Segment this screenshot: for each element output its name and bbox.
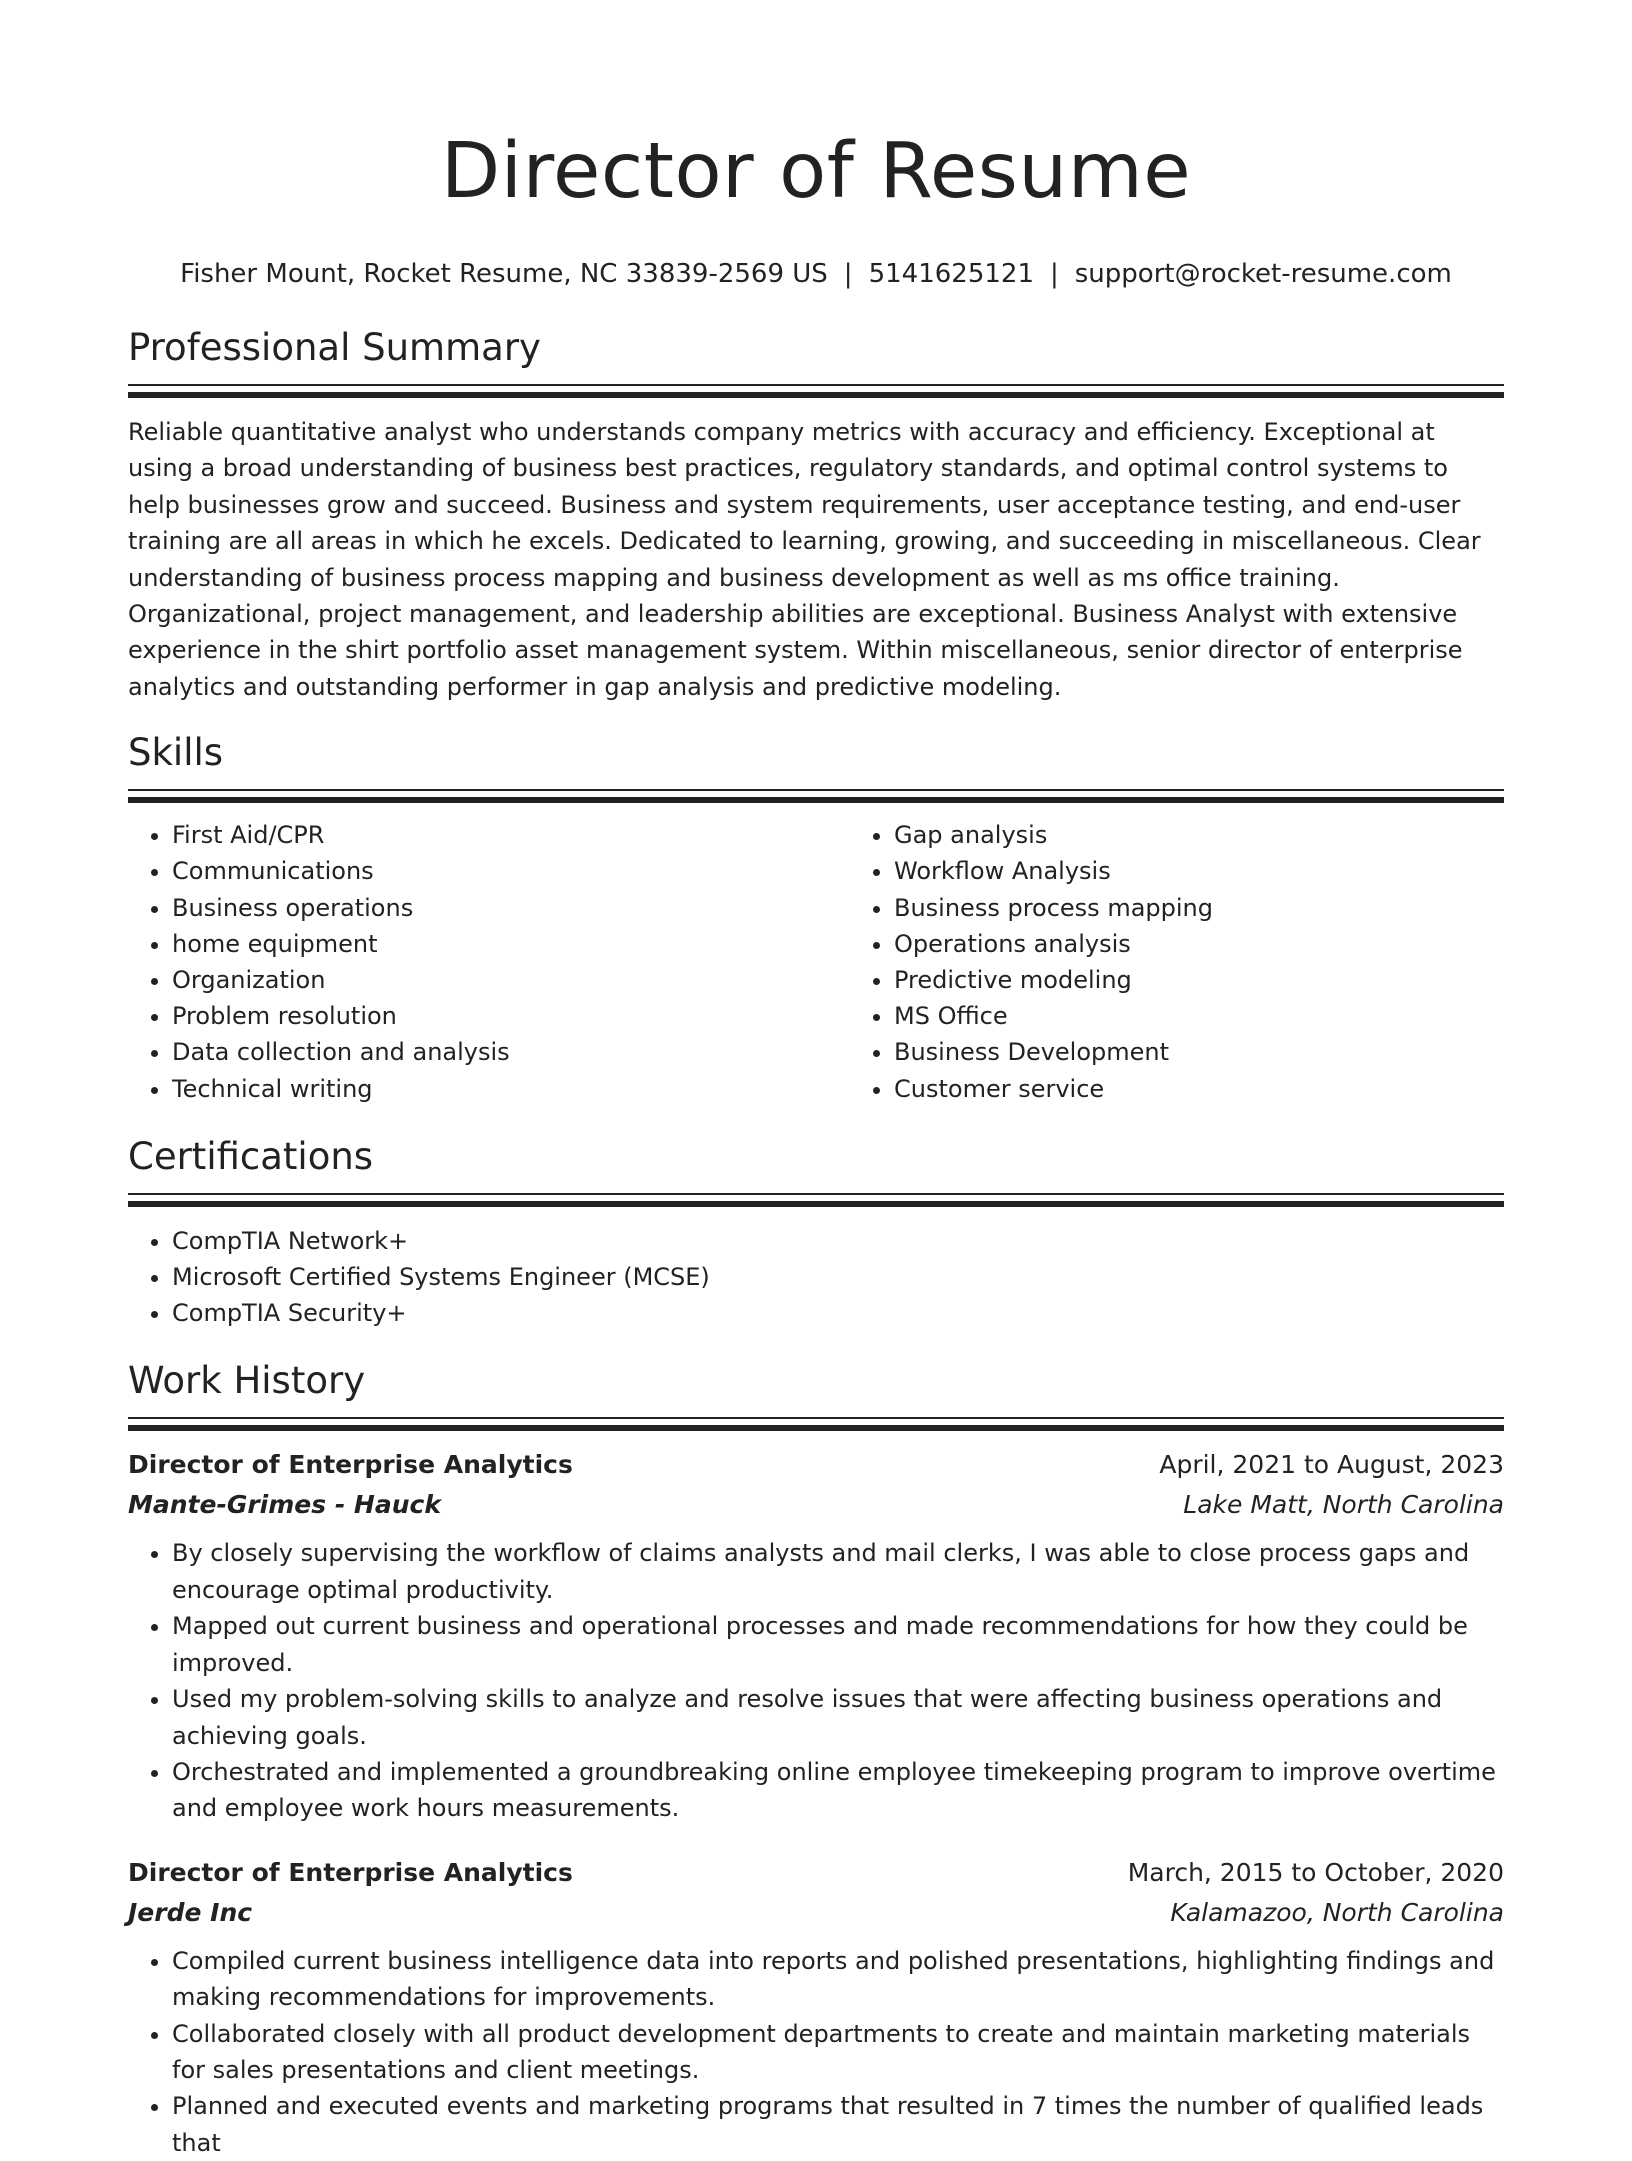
job-entry — [128, 1853, 1504, 2161]
skill-item: • First Aid/CPR — [172, 817, 850, 853]
certifications-title: Certifications — [128, 1134, 374, 1178]
skills-title: Skills — [128, 731, 224, 775]
skill-item: • Gap analysis — [894, 817, 1213, 853]
summary-section — [128, 324, 1504, 705]
skill-item: • Organization — [172, 962, 850, 998]
skill-item: • Problem resolution — [172, 998, 850, 1034]
skill-item: • Communications — [172, 853, 850, 889]
skill-item: • Data collection and analysis — [172, 1034, 850, 1070]
skill-item: • Business operations — [172, 890, 850, 926]
skill-item: • Operations analysis — [894, 926, 1213, 962]
job-entry — [128, 1445, 1504, 1826]
work-history-section — [128, 1357, 1504, 2161]
job-dates: March, 2015 to October, 2020 — [1127, 1857, 1504, 1887]
job-title: Director of Enterprise Analytics — [128, 1857, 573, 1887]
skill-item: • Workflow Analysis — [894, 853, 1213, 889]
certifications-list — [128, 1223, 1504, 1332]
job-bullet: • By closely supervising the workflow of claims analysts and mail clerks, I was able to close process gaps and encourage optimal productivity. — [172, 1535, 1504, 1608]
job-location: Kalamazoo, North Carolina — [1170, 1897, 1504, 1927]
contact-separator: | — [843, 259, 853, 289]
certification-item: • CompTIA Network+ — [172, 1223, 1504, 1259]
job-bullet: • Used my problem-solving skills to analyze and resolve issues that were affecting business operations and achieving goals. — [172, 1681, 1504, 1754]
job-location: Lake Matt, North Carolina — [1183, 1490, 1504, 1520]
contact-email: support@rocket-resume.com — [1074, 259, 1452, 289]
section-divider — [128, 384, 1504, 400]
skill-item: • Technical writing — [172, 1071, 850, 1107]
job-subheader — [128, 1893, 1504, 1933]
skills-section — [128, 729, 1504, 1107]
certifications-section — [128, 1133, 1504, 1332]
skills-right-list — [850, 817, 1213, 1107]
job-bullet: • Collaborated closely with all product development departments to create and maintain marketing materials for sales presentations and client meetings. — [172, 2016, 1504, 2089]
skill-item: • Business process mapping — [894, 890, 1213, 926]
job-subheader — [128, 1485, 1504, 1525]
resume-name: Director of Resume — [440, 127, 1192, 216]
contact-phone: 5141625121 — [868, 259, 1034, 289]
contact-line — [128, 256, 1504, 292]
skill-item: • home equipment — [172, 926, 850, 962]
section-divider — [128, 1417, 1504, 1433]
job-company: Jerde Inc — [128, 1897, 253, 1927]
skills-columns — [128, 817, 1504, 1107]
section-divider — [128, 789, 1504, 805]
job-bullet: • Compiled current business intelligence data into reports and polished presentations, highlighting findings and making recommendations for improvements. — [172, 1943, 1504, 2016]
skills-left-list — [128, 817, 850, 1107]
skill-item: • Predictive modeling — [894, 962, 1213, 998]
work-history-title: Work History — [128, 1359, 366, 1403]
job-bullet: • Planned and executed events and marketing programs that resulted in 7 times the number of qualified leads that — [172, 2088, 1504, 2161]
summary-title: Professional Summary — [128, 326, 541, 369]
contact-address: Fisher Mount, Rocket Resume, NC 33839-2569 US — [180, 259, 828, 289]
skill-item: • Customer service — [894, 1071, 1213, 1107]
job-header — [128, 1445, 1504, 1485]
job-bullet-list — [128, 1535, 1504, 1826]
job-bullet: • Orchestrated and implemented a groundbreaking online employee timekeeping program to improve overtime and employee work hours measurements. — [172, 1754, 1504, 1827]
section-divider — [128, 1193, 1504, 1209]
contact-separator: | — [1049, 259, 1059, 289]
job-header — [128, 1853, 1504, 1893]
job-title: Director of Enterprise Analytics — [128, 1450, 573, 1480]
job-company: Mante-Grimes - Hauck — [128, 1490, 441, 1520]
job-bullet: • Mapped out current business and operational processes and made recommendations for how they could be improved. — [172, 1608, 1504, 1681]
skill-item: • Business Development — [894, 1034, 1213, 1070]
job-dates: April, 2021 to August, 2023 — [1159, 1450, 1504, 1480]
certification-item: • CompTIA Security+ — [172, 1295, 1504, 1331]
summary-text: Reliable quantitative analyst who understands company metrics with accuracy and efficiency. Exceptional at using a broad understanding of business best practices, regulatory standards, and optimal control systems to help businesses grow and succeed. Business and system requirements, user acceptance testing, and end-user training are all areas in which he excels. Dedicated to learning, growing, and succeeding in miscellaneous. Clear understanding of business process mapping and business development as well as ms office training. Organizational, project management, and leadership abilities are exceptional. Business Analyst with extensive experience in the shirt portfolio asset management system. Within miscellaneous, senior director of enterprise analytics and outstanding performer in gap analysis and predictive modeling. — [128, 418, 1481, 701]
certification-item: • Microsoft Certified Systems Engineer (MCSE) — [172, 1259, 1504, 1295]
job-bullet-list — [128, 1943, 1504, 2161]
skill-item: • MS Office — [894, 998, 1213, 1034]
